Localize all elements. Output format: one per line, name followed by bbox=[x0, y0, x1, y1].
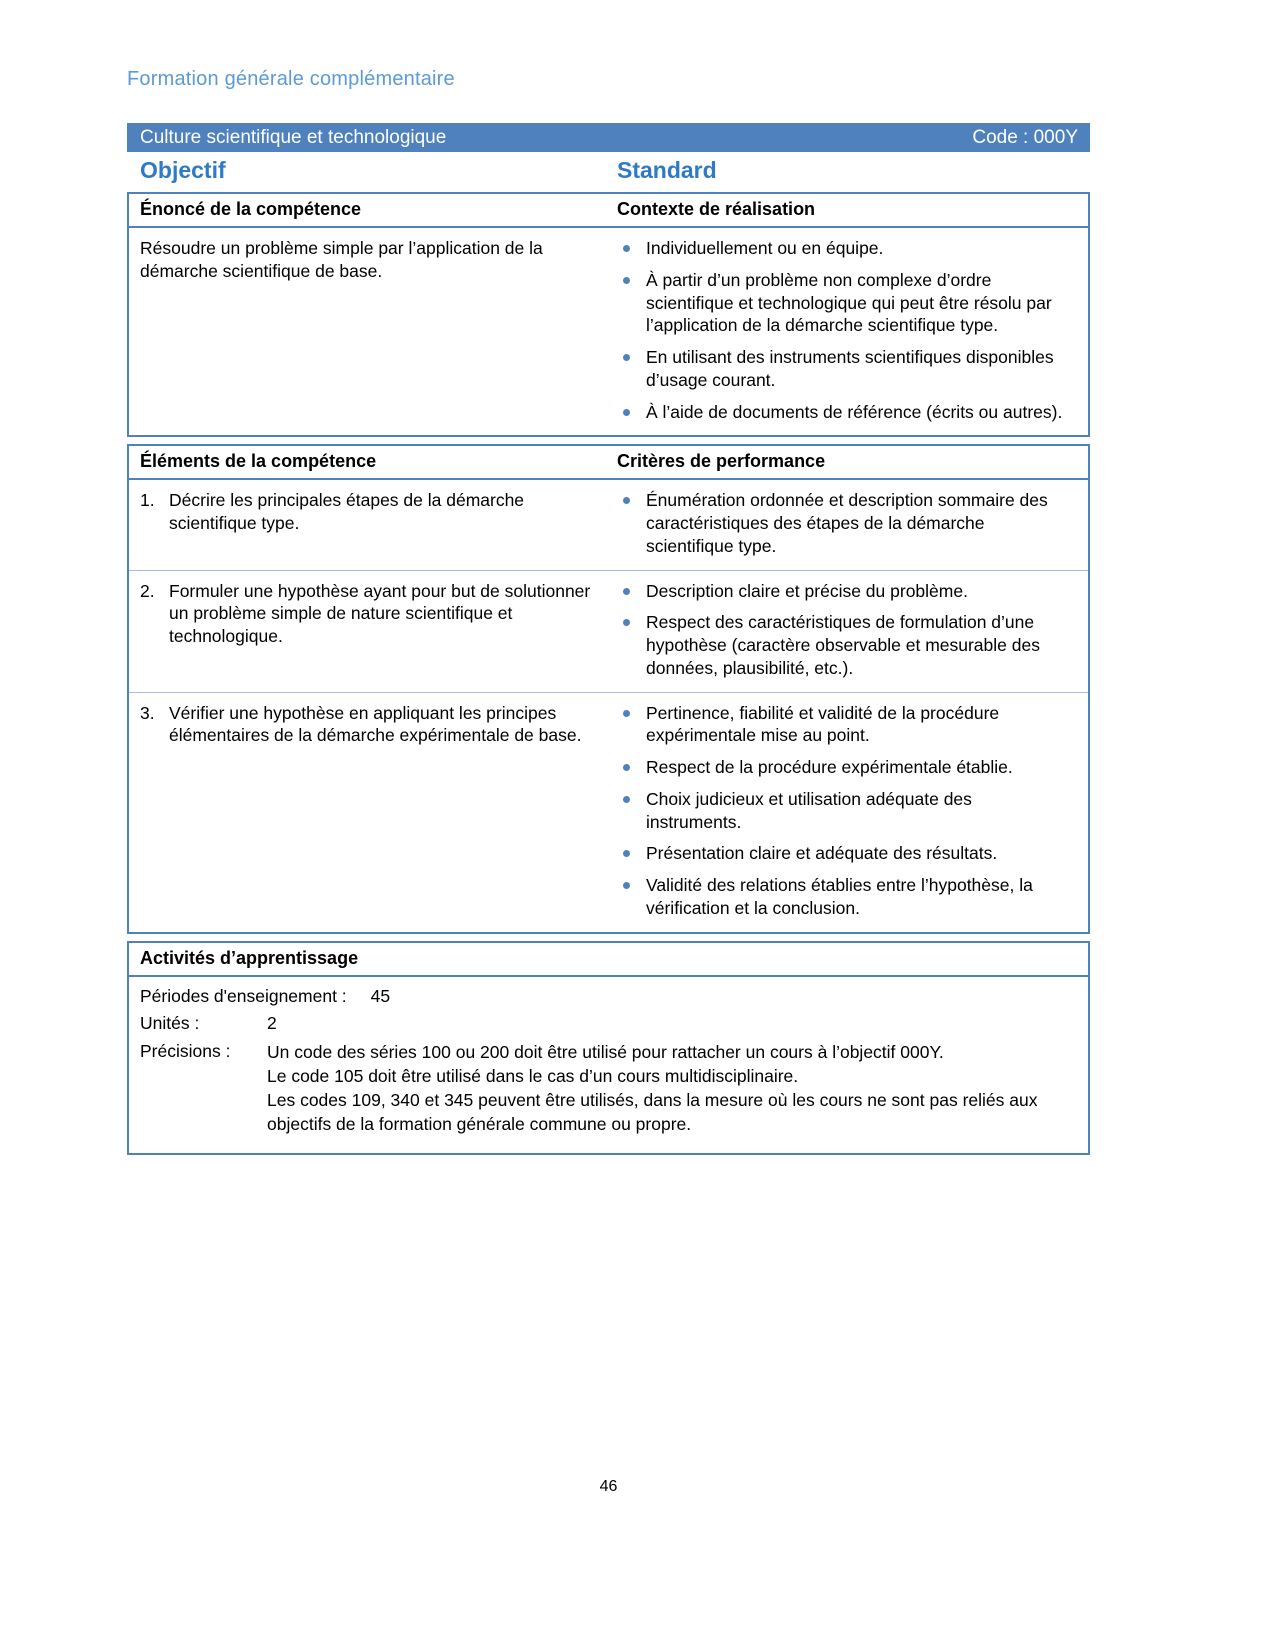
bullet-text: Description claire et précise du problème. bbox=[646, 580, 968, 601]
enonce-contexte-body-row bbox=[129, 228, 1088, 435]
element-cell bbox=[129, 489, 617, 557]
criteria-item bbox=[617, 489, 1072, 557]
periodes-row bbox=[140, 985, 1074, 1008]
activites-header: Activités d’apprentissage bbox=[129, 943, 1088, 977]
element-cell bbox=[129, 702, 617, 920]
unites-label: Unités : bbox=[140, 1013, 200, 1034]
elements-criteres-header-row bbox=[129, 446, 1088, 480]
criteres-header: Critères de performance bbox=[617, 451, 826, 472]
activites-box bbox=[127, 941, 1090, 1155]
element-row-1 bbox=[129, 480, 1088, 569]
bullet-text: Individuellement ou en équipe. bbox=[646, 238, 884, 258]
contexte-cell bbox=[617, 237, 1088, 423]
criteria-item bbox=[617, 580, 1072, 603]
competence-statement: Résoudre un problème simple par l’application de la démarche scientifique de base. bbox=[140, 238, 543, 281]
criteria-item bbox=[617, 611, 1072, 679]
element-number: 2. bbox=[140, 580, 155, 601]
bullet-text: À partir d’un problème non complexe d’ordre scientifique et technologique qui peut être résolu par l’application de la démarche scientifique type. bbox=[646, 269, 1052, 336]
unites-value: 2 bbox=[267, 1013, 277, 1034]
unites-row bbox=[140, 1012, 1074, 1035]
criteres-cell bbox=[617, 702, 1088, 920]
element-text: Décrire les principales étapes de la démarche scientifique type. bbox=[169, 490, 525, 533]
page-number: 46 bbox=[599, 1478, 618, 1495]
bullet-text: Respect des caractéristiques de formulation d’une hypothèse (caractère observable et mesurable des données, plausibilité, etc.). bbox=[646, 612, 1040, 678]
course-title: Culture scientifique et technologique bbox=[140, 126, 447, 148]
criteria-item bbox=[617, 702, 1072, 748]
precisions-line: Les codes 109, 340 et 345 peuvent être utilisés, dans la mesure où les cours ne sont pas reliés aux objectifs de la formation générale commune ou propre. bbox=[267, 1090, 1038, 1135]
element-number: 3. bbox=[140, 702, 155, 723]
contexte-bullet-list bbox=[617, 237, 1072, 423]
page-content bbox=[127, 0, 1090, 1162]
criteria-item bbox=[617, 756, 1072, 779]
precisions-line: Le code 105 doit être utilisé dans le cas d’un cours multidisciplinaire. bbox=[267, 1066, 799, 1087]
periodes-value: 45 bbox=[370, 985, 391, 1006]
bullet-text: À l’aide de documents de référence (écrits ou autres). bbox=[646, 401, 1063, 422]
standard-title: Standard bbox=[617, 157, 717, 183]
numbered-element bbox=[140, 702, 595, 748]
bullet-text: Choix judicieux et utilisation adéquate des instruments. bbox=[646, 788, 972, 832]
element-row-3 bbox=[129, 692, 1088, 932]
bullet-text: Pertinence, fiabilité et validité de la procédure expérimentale mise au point. bbox=[646, 702, 1000, 746]
criteres-bullet-list bbox=[617, 702, 1072, 920]
bullet-text: En utilisant des instruments scientifiques disponibles d’usage courant. bbox=[646, 347, 1054, 390]
precisions-text bbox=[267, 1040, 1074, 1137]
element-text: Formuler une hypothèse ayant pour but de solutionner un problème simple de nature scientifique et technologique. bbox=[169, 580, 591, 646]
numbered-element bbox=[140, 489, 595, 535]
precisions-line: Un code des séries 100 ou 200 doit être utilisé pour rattacher un cours à l’objectif 000Y. bbox=[267, 1042, 944, 1062]
precisions-label: Précisions : bbox=[140, 1041, 231, 1061]
periodes-label: Périodes d'enseignement : bbox=[140, 985, 347, 1006]
criteres-bullet-list bbox=[617, 489, 1072, 557]
criteria-item bbox=[617, 874, 1072, 920]
activites-body bbox=[129, 977, 1088, 1153]
element-row-2 bbox=[129, 570, 1088, 692]
column-titles bbox=[127, 152, 1090, 192]
precisions-row bbox=[140, 1040, 1074, 1137]
element-text: Vérifier une hypothèse en appliquant les principes élémentaires de la démarche expérimentale de base. bbox=[169, 702, 582, 746]
criteria-item bbox=[617, 842, 1072, 865]
numbered-element bbox=[140, 580, 595, 648]
bullet-text: Validité des relations établies entre l’hypothèse, la vérification et la conclusion. bbox=[646, 875, 1033, 918]
elements-criteres-box bbox=[127, 444, 1090, 933]
criteres-bullet-list bbox=[617, 580, 1072, 680]
enonce-header: Énoncé de la compétence bbox=[140, 199, 362, 219]
course-title-bar bbox=[127, 123, 1090, 152]
context-bullet-item bbox=[617, 401, 1072, 424]
bullet-text: Énumération ordonnée et description sommaire des caractéristiques des étapes de la démarche scientifique type. bbox=[646, 490, 1048, 556]
contexte-header: Contexte de réalisation bbox=[617, 199, 816, 219]
context-bullet-item bbox=[617, 346, 1072, 392]
element-cell bbox=[129, 580, 617, 680]
enonce-contexte-box bbox=[127, 192, 1090, 437]
context-bullet-item bbox=[617, 237, 1072, 260]
context-bullet-item bbox=[617, 269, 1072, 337]
enonce-contexte-header-row bbox=[129, 194, 1088, 228]
bullet-text: Présentation claire et adéquate des résultats. bbox=[646, 843, 998, 864]
objectif-title: Objectif bbox=[140, 157, 226, 183]
bullet-text: Respect de la procédure expérimentale établie. bbox=[646, 757, 1013, 777]
course-code: Code : 000Y bbox=[972, 126, 1078, 148]
element-number: 1. bbox=[140, 490, 155, 511]
criteria-item bbox=[617, 788, 1072, 834]
document-section-header: Formation générale complémentaire bbox=[127, 68, 455, 90]
criteres-cell bbox=[617, 580, 1088, 680]
criteres-cell bbox=[617, 489, 1088, 557]
elements-header: Éléments de la compétence bbox=[140, 451, 377, 472]
